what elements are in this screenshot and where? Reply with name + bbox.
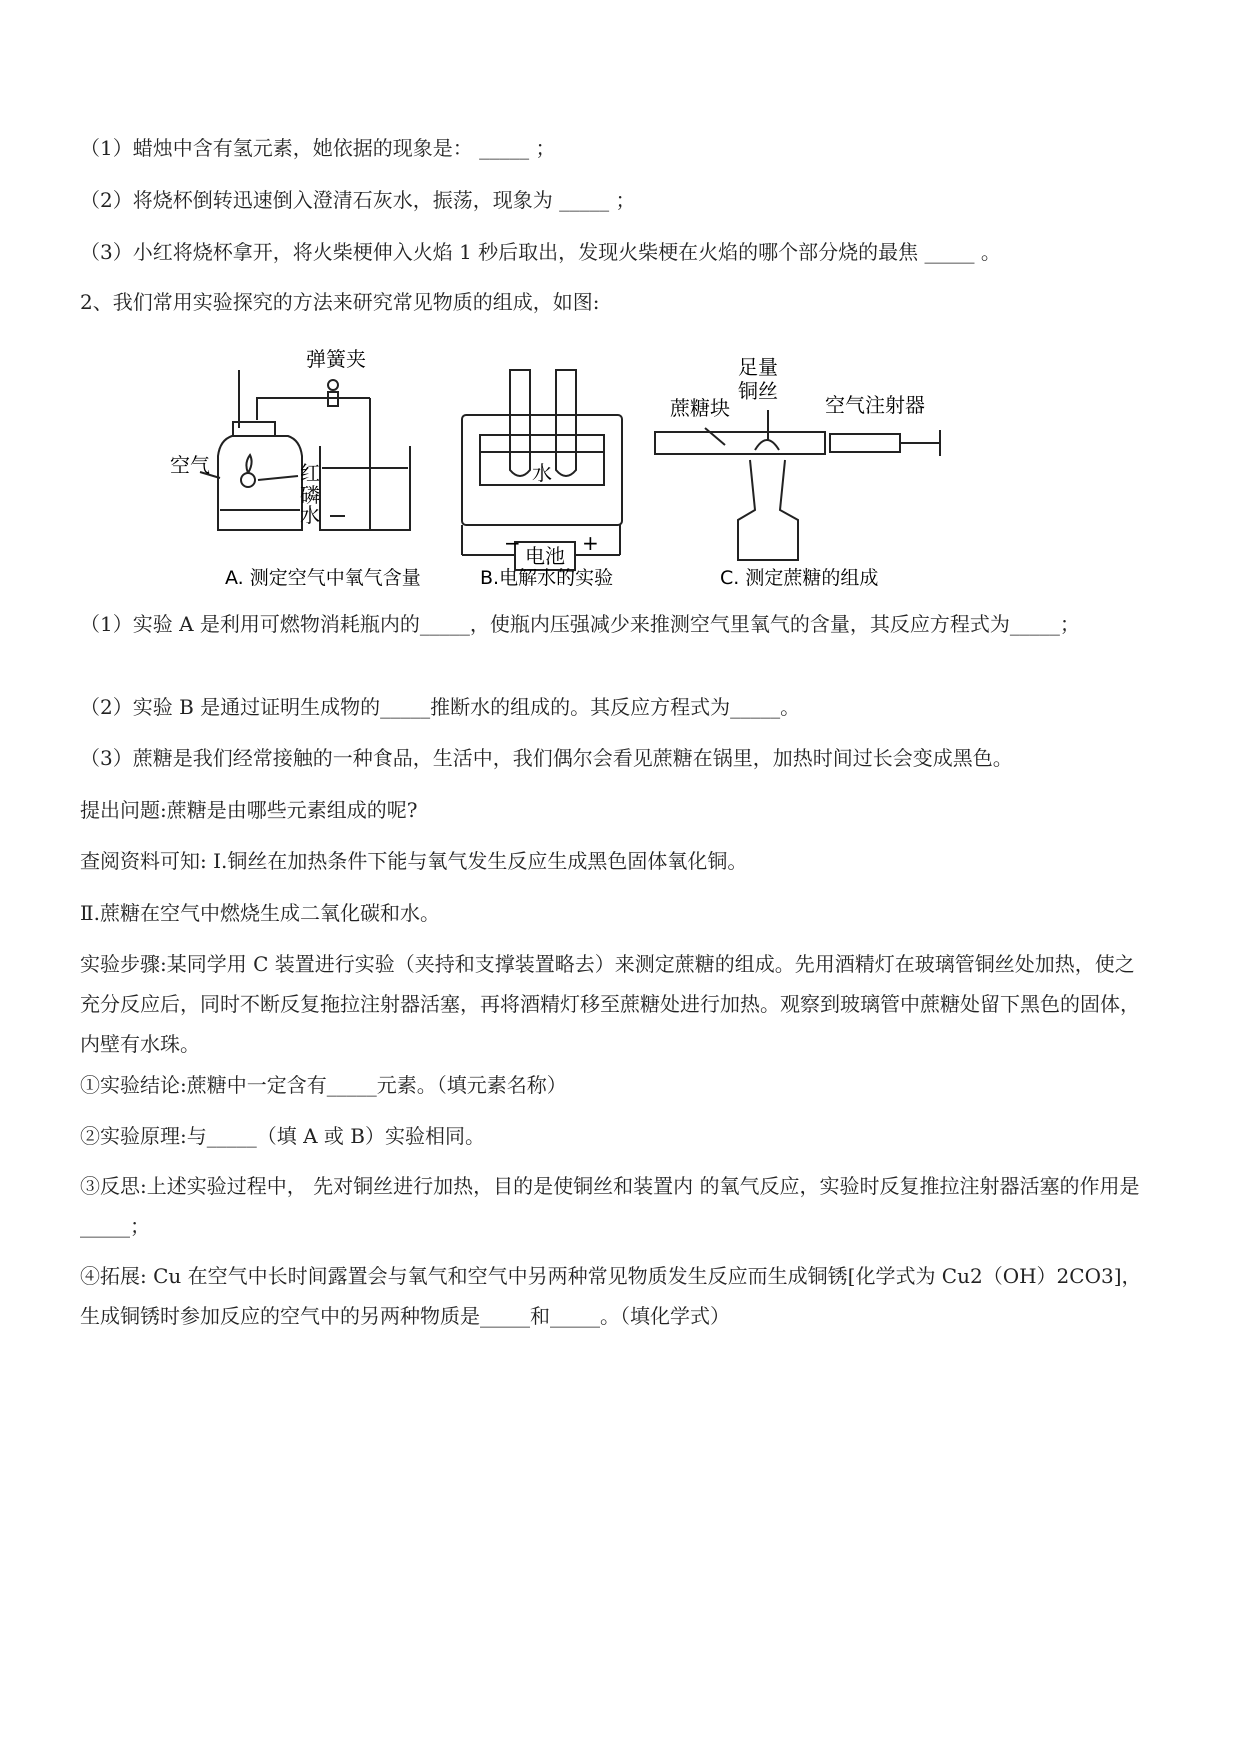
label-air: 空气 xyxy=(170,453,210,477)
q2-question: 提出问题:蔗糖是由哪些元素组成的呢? xyxy=(80,798,418,822)
label-clip: 弹簧夹 xyxy=(306,347,366,371)
caption-b: B.电解水的实验 xyxy=(480,567,614,589)
q1-part1: （1）蜡烛中含有氢元素，她依据的现象是： _____ ； xyxy=(80,136,556,160)
q2-sub1: （1）实验 A 是利用可燃物消耗瓶内的_____，使瓶内压强减少来推测空气里氧气的含量，其反应方程式为_____； xyxy=(80,612,1080,636)
label-red: 红 xyxy=(300,461,320,485)
caption-c: C. 测定蔗糖的组成 xyxy=(720,567,879,589)
caption-a: A. 测定空气中氧气含量 xyxy=(225,567,421,589)
label-minus: − xyxy=(504,531,521,555)
q2-info1: 查阅资料可知: Ⅰ.铜丝在加热条件下能与氧气发生反应生成黑色固体氧化铜。 xyxy=(80,849,748,873)
q2-intro: 2、我们常用实验探究的方法来研究常见物质的组成，如图: xyxy=(80,290,600,314)
q2-sub2: （2）实验 B 是通过证明生成物的_____推断水的组成的。其反应方程式为_____。 xyxy=(80,695,801,719)
q2-sub3: （3）蔗糖是我们经常接触的一种食品，生活中，我们偶尔会看见蔗糖在锅里，加热时间过长会变成黑色。 xyxy=(80,746,1013,770)
apparatus-diagram xyxy=(170,347,1000,590)
label-plus: + xyxy=(582,531,599,555)
label-syringe: 空气注射器 xyxy=(825,393,925,417)
label-water-b: 水 xyxy=(532,461,552,485)
label-water-a: 水 xyxy=(300,503,320,527)
experiment-figure xyxy=(170,347,1000,594)
q2-c2: ②实验原理:与_____（填 A 或 B）实验相同。 xyxy=(80,1124,485,1148)
q2-c1: ①实验结论:蔗糖中一定含有_____元素。（填元素名称） xyxy=(80,1073,567,1097)
apparatus-c xyxy=(655,410,940,560)
label-copper: 铜丝 xyxy=(738,379,778,403)
q2-c3: ③反思:上述实验过程中， 先对铜丝进行加热，目的是使铜丝和装置内 的氧气反应，实验时反复推拉注射器活塞的作用是_____； xyxy=(80,1174,1140,1238)
q2-c4: ④拓展: Cu 在空气中长时间露置会与氧气和空气中另两种常见物质发生反应而生成铜锈[化学式为 Cu2（OH）2CO3]，生成铜锈时参加反应的空气中的另两种物质是_____和_____。（填化学式） xyxy=(80,1264,1142,1328)
q2-steps: 实验步骤:某同学用 C 装置进行实验（夹持和支撑装置略去）来测定蔗糖的组成。先用酒精灯在玻璃管铜丝处加热，使之充分反应后，同时不断反复拖拉注射器活塞，再将酒精灯移至蔗糖处进行加热。观察到玻璃管中蔗糖处留下黑色的固体，内壁有水珠。 xyxy=(80,952,1140,1056)
label-battery: 电池 xyxy=(525,544,565,568)
q1-part2: （2）将烧杯倒转迅速倒入澄清石灰水，振荡，现象为 _____ ； xyxy=(80,188,636,212)
label-enough: 足量 xyxy=(738,355,778,379)
label-phos: 磷 xyxy=(300,483,320,507)
q1-part3: （3）小红将烧杯拿开，将火柴梗伸入火焰 1 秒后取出，发现火柴梗在火焰的哪个部分烧的最焦 _____ 。 xyxy=(80,240,1001,264)
label-sugar-block: 蔗糖块 xyxy=(670,396,730,420)
q2-info2: Ⅱ.蔗糖在空气中燃烧生成二氧化碳和水。 xyxy=(80,901,440,925)
